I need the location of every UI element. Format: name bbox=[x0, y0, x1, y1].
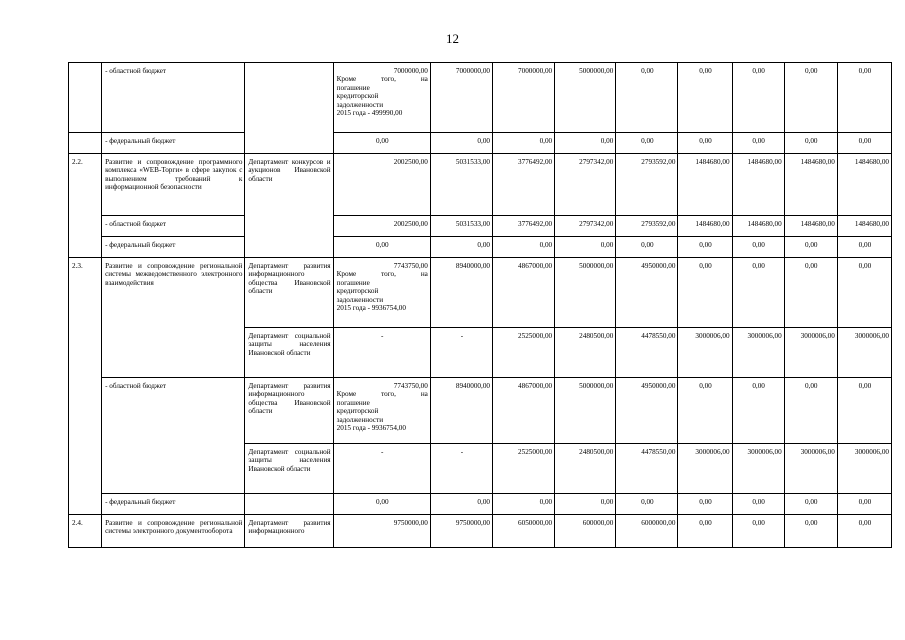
value-cell: 6050000,00 bbox=[493, 515, 555, 548]
value-cell: 0,00 bbox=[732, 494, 784, 515]
value-cell: 0,00 bbox=[837, 515, 891, 548]
value-cell: 5000000,00 bbox=[555, 378, 616, 444]
value-cell: 1484680,00 bbox=[678, 216, 732, 237]
table-row bbox=[69, 63, 892, 133]
value-cell: 2793592,00 bbox=[616, 154, 678, 216]
row-label: - федеральный бюджет bbox=[102, 237, 245, 258]
row-label: - областной бюджет bbox=[102, 378, 245, 494]
activity-name: Развитие и сопровождение региональной системы межведомственного электронного взаимодействия bbox=[102, 258, 245, 378]
value-cell: 0,00 bbox=[678, 63, 732, 133]
value-cell: 600000,00 bbox=[555, 515, 616, 548]
table-row bbox=[69, 258, 892, 328]
value-cell: 7000000,00 bbox=[430, 63, 492, 133]
value-cell: 8940000,00 bbox=[430, 378, 492, 444]
value-cell: 1484680,00 bbox=[732, 216, 784, 237]
value-cell: 6000000,00 bbox=[616, 515, 678, 548]
value-cell: 0,00 bbox=[732, 133, 784, 154]
value-cell: - bbox=[430, 328, 492, 378]
value-cell: 3000006,00 bbox=[678, 444, 732, 494]
value-cell: 3000006,00 bbox=[732, 328, 784, 378]
value-cell: 0,00 bbox=[784, 237, 837, 258]
value-cell: 0,00 bbox=[616, 63, 678, 133]
value-cell: 2797342,00 bbox=[555, 216, 616, 237]
value-cell: 1484680,00 bbox=[678, 154, 732, 216]
value-cell: 2797342,00 bbox=[555, 154, 616, 216]
value-cell: 0,00 bbox=[732, 258, 784, 328]
org-cell: Департамент развития информационного общества Ивановской области bbox=[245, 378, 333, 444]
value-cell: 3000006,00 bbox=[837, 444, 891, 494]
table-row bbox=[69, 154, 892, 216]
value-2015: 7000000,00 Кроме того, на погашение кредиторской задолженности 2015 года - 499990,00 bbox=[333, 63, 430, 133]
value-cell: 0,00 bbox=[784, 133, 837, 154]
value-cell: 0,00 bbox=[493, 237, 555, 258]
value-cell: 3000006,00 bbox=[784, 328, 837, 378]
table-row bbox=[69, 515, 892, 548]
value-cell: 1484680,00 bbox=[837, 154, 891, 216]
value-cell: 1484680,00 bbox=[784, 154, 837, 216]
value-2015: 0,00 bbox=[333, 237, 430, 258]
row-label: - областной бюджет bbox=[102, 63, 245, 133]
value-cell: 4478550,00 bbox=[616, 444, 678, 494]
page-number: 12 bbox=[446, 31, 459, 46]
value-cell: - bbox=[430, 444, 492, 494]
value-cell: 7000000,00 bbox=[493, 63, 555, 133]
org-cell: Департамент развития информационного bbox=[245, 515, 333, 548]
value-2015: 7743750,00 Кроме того, на погашение кредиторской задолженности 2015 года - 9936754,00 bbox=[333, 258, 430, 328]
value-cell: 0,00 bbox=[837, 378, 891, 444]
value-cell: 4950000,00 bbox=[616, 258, 678, 328]
value-cell: 0,00 bbox=[430, 133, 492, 154]
value-cell: 2525000,00 bbox=[493, 444, 555, 494]
value-cell: 0,00 bbox=[678, 133, 732, 154]
value-cell: 0,00 bbox=[430, 237, 492, 258]
value-cell: 0,00 bbox=[555, 494, 616, 515]
value-2015: - bbox=[333, 328, 430, 378]
table-row bbox=[69, 133, 892, 154]
value-2015: 7743750,00 Кроме того, на погашение кредиторской задолженности 2015 года - 9936754,00 bbox=[333, 378, 430, 444]
table-row bbox=[69, 378, 892, 444]
value-cell: 0,00 bbox=[732, 515, 784, 548]
value-cell: 0,00 bbox=[493, 494, 555, 515]
value-cell: 0,00 bbox=[555, 237, 616, 258]
value-cell: 0,00 bbox=[555, 133, 616, 154]
value-cell: 0,00 bbox=[493, 133, 555, 154]
value-cell: 0,00 bbox=[784, 258, 837, 328]
value-cell: 5031533,00 bbox=[430, 216, 492, 237]
value-cell: 2480500,00 bbox=[555, 328, 616, 378]
org-cell: Департамент развития информационного общества Ивановской области bbox=[245, 258, 333, 328]
value-cell: 0,00 bbox=[678, 378, 732, 444]
value-cell: 0,00 bbox=[678, 237, 732, 258]
value-cell: 0,00 bbox=[616, 237, 678, 258]
row-number-cell bbox=[69, 63, 102, 133]
value-cell: 0,00 bbox=[732, 378, 784, 444]
value-cell: 3776492,00 bbox=[493, 154, 555, 216]
value-cell: 0,00 bbox=[616, 494, 678, 515]
value-2015: 9750000,00 bbox=[333, 515, 430, 548]
value-cell: 0,00 bbox=[732, 237, 784, 258]
table-row bbox=[69, 216, 892, 237]
value-cell: 9750000,00 bbox=[430, 515, 492, 548]
activity-name: Развитие и сопровождение региональной системы электронного документооборота bbox=[102, 515, 245, 548]
row-label: - федеральный бюджет bbox=[102, 494, 245, 515]
value-2015: 2002500,00 bbox=[333, 216, 430, 237]
value-cell: 0,00 bbox=[430, 494, 492, 515]
value-cell: 2525000,00 bbox=[493, 328, 555, 378]
value-cell: 3000006,00 bbox=[678, 328, 732, 378]
value-cell: 0,00 bbox=[784, 378, 837, 444]
value-cell: 1484680,00 bbox=[837, 216, 891, 237]
value-cell: 3776492,00 bbox=[493, 216, 555, 237]
value-cell: 8940000,00 bbox=[430, 258, 492, 328]
org-cell bbox=[245, 63, 333, 154]
value-cell: 0,00 bbox=[678, 515, 732, 548]
row-number-cell: 2.3. bbox=[69, 258, 102, 515]
value-cell: 0,00 bbox=[837, 63, 891, 133]
value-cell: 0,00 bbox=[784, 494, 837, 515]
value-cell: 3000006,00 bbox=[784, 444, 837, 494]
value-cell: 4950000,00 bbox=[616, 378, 678, 444]
budget-table bbox=[68, 62, 892, 548]
row-number-cell: 2.4. bbox=[69, 515, 102, 548]
table-row bbox=[69, 237, 892, 258]
value-cell: 2793592,00 bbox=[616, 216, 678, 237]
value-cell: 2480500,00 bbox=[555, 444, 616, 494]
value-cell: 0,00 bbox=[837, 258, 891, 328]
value-cell: 5000000,00 bbox=[555, 258, 616, 328]
value-2015: - bbox=[333, 444, 430, 494]
value-cell: 0,00 bbox=[732, 63, 784, 133]
row-label: - федеральный бюджет bbox=[102, 133, 245, 154]
row-number-cell: 2.2. bbox=[69, 154, 102, 258]
value-cell: 3000006,00 bbox=[732, 444, 784, 494]
row-label: - областной бюджет bbox=[102, 216, 245, 237]
value-cell: 4478550,00 bbox=[616, 328, 678, 378]
table-row bbox=[69, 494, 892, 515]
value-cell: 0,00 bbox=[837, 133, 891, 154]
value-cell: 5031533,00 bbox=[430, 154, 492, 216]
value-cell: 0,00 bbox=[837, 237, 891, 258]
value-2015: 2002500,00 bbox=[333, 154, 430, 216]
value-cell: 0,00 bbox=[784, 63, 837, 133]
value-cell: 3000006,00 bbox=[837, 328, 891, 378]
org-cell: Департамент конкурсов и аукционов Ивановской области bbox=[245, 154, 333, 258]
value-cell: 0,00 bbox=[678, 258, 732, 328]
value-cell: 0,00 bbox=[837, 494, 891, 515]
org-cell bbox=[245, 494, 333, 515]
value-2015: 0,00 bbox=[333, 133, 430, 154]
value-cell: 0,00 bbox=[784, 515, 837, 548]
value-cell: 4867000,00 bbox=[493, 378, 555, 444]
org-cell: Департамент социальной защиты населения Ивановской области bbox=[245, 328, 333, 378]
org-cell: Департамент социальной защиты населения Ивановской области bbox=[245, 444, 333, 494]
value-2015: 0,00 bbox=[333, 494, 430, 515]
value-cell: 1484680,00 bbox=[784, 216, 837, 237]
value-cell: 0,00 bbox=[678, 494, 732, 515]
value-cell: 1484680,00 bbox=[732, 154, 784, 216]
value-cell: 0,00 bbox=[616, 133, 678, 154]
value-cell: 4867000,00 bbox=[493, 258, 555, 328]
activity-name: Развитие и сопровождение программного комплекса «WEB-Торги» в сфере закупок с выполнением требований к информационной безопасности bbox=[102, 154, 245, 216]
row-number-cell bbox=[69, 133, 102, 154]
value-cell: 5000000,00 bbox=[555, 63, 616, 133]
